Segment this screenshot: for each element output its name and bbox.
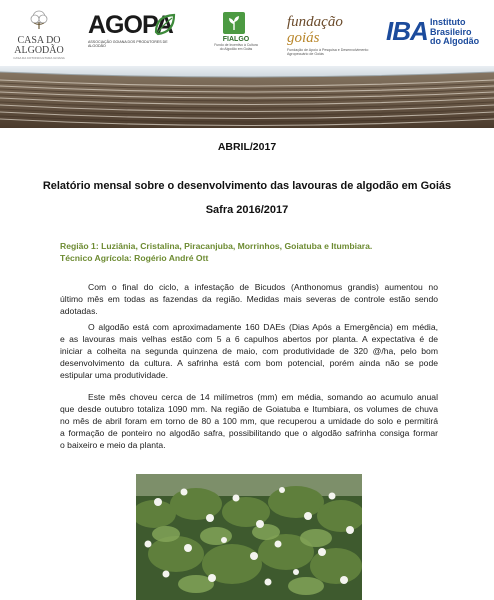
agopa-name: AGOPA — [88, 11, 173, 39]
fundacao-goias-logo — [287, 14, 377, 57]
cotton-plants-photo — [136, 474, 362, 600]
paragraph-line: Com o final do ciclo, a infestação de Bicudos (Anthonomus grandis) aumentou no — [88, 282, 438, 292]
paragraph-line: a formação de ponteiro no algodão safra, possibilitando que o algodão safrinha consiga formar — [60, 428, 438, 438]
iba-logo — [386, 16, 490, 50]
paragraph-line: adotadas. — [60, 306, 98, 316]
paragraph-pests — [60, 281, 438, 317]
leaf-icon — [152, 12, 178, 38]
paragraph-line: que desde outubro totaliza 1090 mm. Na região de Goiatuba e Itumbiara, os volumes de chuva — [60, 404, 438, 414]
casa-line1: CASA DO — [17, 35, 61, 46]
paragraph-line: Este mês choveu cerca de 14 milímetros (mm) em média, somando ao acumulo anual — [88, 392, 438, 402]
region-line: Região 1: Luziânia, Cristalina, Piracanjuba, Morrinhos, Goiatuba e Itumbiara. — [60, 241, 373, 251]
casa-line2: ALGODÃO — [14, 45, 64, 56]
fundacao-name-b: goiás — [287, 30, 320, 46]
fundacao-name — [287, 14, 377, 46]
paragraph-line: último mês em todas as fazendas da região. Medidas mais severas de controle estão sendo — [60, 294, 438, 304]
fundacao-name-a: fundação — [287, 14, 343, 30]
paragraph-line: e as lavouras mais velhas estão com 5 a 6 capulhos abertos por planta. A expectativa é de — [60, 334, 438, 344]
paragraph-line: no mês de abril foram em torno de 80 a 100 mm, que recuperou a umidade do solo e permitirá — [60, 416, 438, 426]
paragraph-line: O algodão está com aproximadamente 160 DAEs (Dias Após a Emergência) em média, — [88, 322, 438, 332]
iba-mark: IBA — [386, 16, 428, 46]
casa-tagline: CASA DA COTONICULTURA GOIANA — [13, 56, 65, 60]
paragraph-crop-stage — [60, 321, 438, 381]
fialgo-mark — [223, 12, 245, 34]
fundacao-tagline: Fundação de Apoio à Pesquisa e Desenvolvimento Agropecuário de Goiás — [287, 48, 369, 57]
report-title: Relatório mensal sobre o desenvolvimento das lavouras de algodão em Goiás — [42, 180, 452, 192]
plant-icon — [226, 15, 242, 31]
iba-line2: Brasileiro — [430, 26, 472, 37]
fialgo-name: FIALGO — [222, 36, 250, 43]
iba-text — [430, 18, 479, 47]
partner-logos — [0, 0, 494, 62]
iba-line3: do Algodão — [430, 36, 480, 46]
agopa-logo — [88, 12, 180, 54]
fialgo-tagline: Fundo de Incentivo à Cultura do Algodão em Goiás — [214, 43, 258, 51]
paragraph-line: o baixeiro e meio da planta. — [60, 440, 166, 450]
paragraph-line: iniciar a colheita na segunda quinzena de maio, com produtividade de 320 @/ha, pelo bom — [60, 346, 438, 356]
cotton-boll-icon — [28, 8, 50, 30]
fialgo-logo — [213, 12, 259, 54]
report-season: Safra 2016/2017 — [205, 204, 289, 216]
report-month: ABRIL/2017 — [217, 141, 277, 153]
paragraph-rainfall — [60, 391, 438, 451]
field-banner-photo — [0, 66, 494, 128]
agopa-tagline: ASSOCIAÇÃO GOIANA DOS PRODUTORES DE ALGODÃO — [88, 40, 168, 48]
paragraph-line: desenvolvimento da cultura. A safrinha está com bom potencial, porém ainda não se pode — [60, 358, 438, 368]
casa-do-algodao-logo — [8, 8, 70, 58]
iba-line1: Instituto — [430, 17, 466, 27]
paragraph-line: estipular uma produtividade. — [60, 370, 168, 380]
region-block — [60, 240, 372, 264]
technician-line: Técnico Agrícola: Rogério André Ott — [60, 253, 209, 263]
